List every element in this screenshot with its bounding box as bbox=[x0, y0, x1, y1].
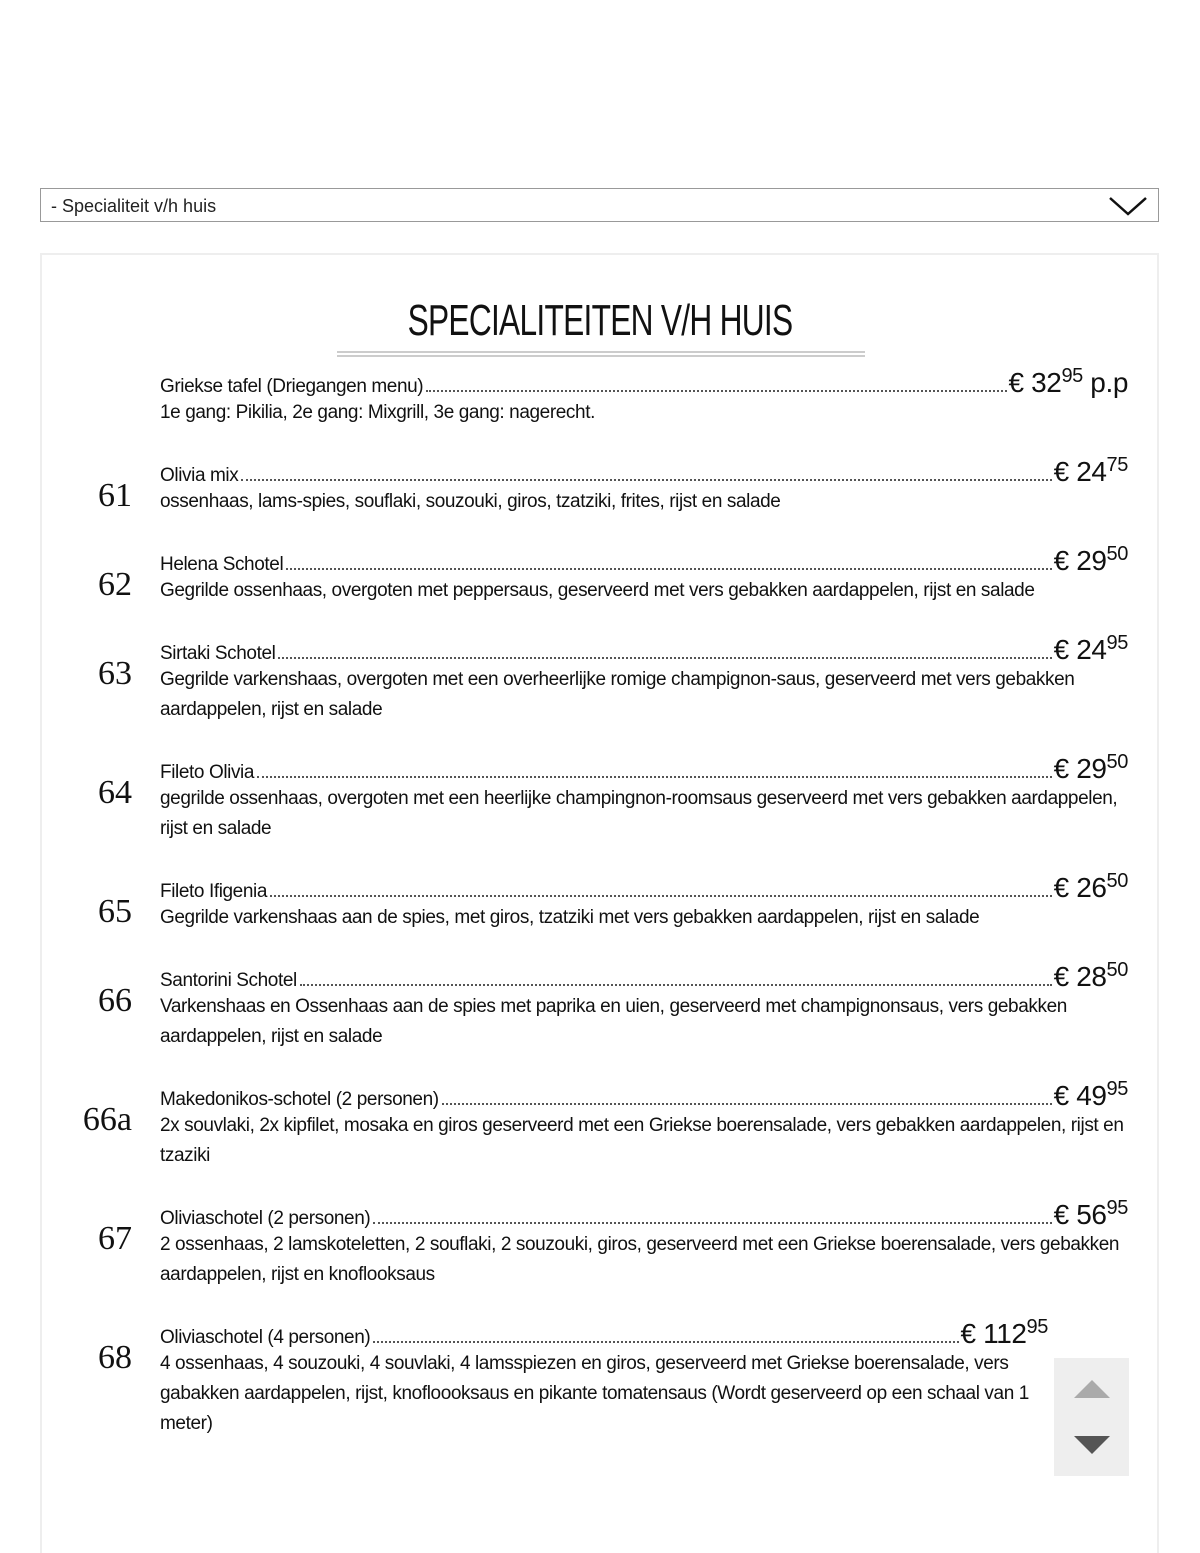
item-price bbox=[1054, 539, 1128, 576]
dotted-leader bbox=[373, 1341, 958, 1343]
price-cents: 50 bbox=[1106, 543, 1128, 565]
menu-item bbox=[60, 368, 1140, 428]
menu-item bbox=[60, 959, 1140, 1052]
menu-item bbox=[60, 632, 1140, 725]
price-main: € 56 bbox=[1053, 1199, 1107, 1230]
price-cents: 95 bbox=[1026, 1316, 1048, 1338]
price-main: € 24 bbox=[1053, 634, 1107, 665]
item-number: 61 bbox=[98, 477, 132, 514]
menu-item bbox=[60, 751, 1140, 844]
price-main: € 26 bbox=[1053, 872, 1107, 903]
item-description: 2x souvlaki, 2x kipfilet, mosaka en giros geserveerd met een Griekse boerensalade, vers gebakken aardappelen, rijst en tzaziki bbox=[160, 1115, 1124, 1166]
item-name: Oliviaschotel (2 personen) bbox=[160, 1208, 371, 1229]
price-main: € 29 bbox=[1053, 753, 1107, 784]
item-description: Gegrilde varkenshaas aan de spies, met giros, tzatziki met vers gebakken aardappelen, rijst en salade bbox=[160, 907, 980, 928]
title-divider bbox=[337, 351, 865, 357]
price-cents: 95 bbox=[1106, 1197, 1128, 1219]
item-price bbox=[961, 1312, 1048, 1349]
item-description: 2 ossenhaas, 2 lamskoteletten, 2 souflaki, 2 souzouki, giros, geserveerd met een Griekse boerensalade, vers gebakken aardappelen, rijst en knoflooksaus bbox=[160, 1234, 1120, 1285]
item-price bbox=[1054, 450, 1128, 487]
menu-item bbox=[60, 543, 1140, 606]
menu-item bbox=[60, 1078, 1140, 1171]
price-main: € 24 bbox=[1053, 456, 1107, 487]
price-main: € 49 bbox=[1053, 1080, 1107, 1111]
item-price bbox=[1054, 955, 1128, 992]
item-description: Varkenshaas en Ossenhaas aan de spies met paprika en uien, geserveerd met champignonsaus, vers gebakken aardappelen, rijst en salade bbox=[160, 996, 1067, 1047]
item-price bbox=[1054, 628, 1128, 665]
item-price bbox=[1054, 866, 1128, 903]
chevron-down-icon bbox=[1108, 195, 1148, 217]
item-description: 4 ossenhaas, 4 souzouki, 4 souvlaki, 4 lamsspiezen en giros, geserveerd met Griekse boerensalade, vers gabakken aardappelen, rijst, knofloooksaus en pikante tomatensaus (Wordt geserveerd op een schaal van 1 meter) bbox=[160, 1353, 1029, 1434]
price-cents: 95 bbox=[1061, 368, 1083, 387]
item-description: 1e gang: Pikilia, 2e gang: Mixgrill, 3e gang: nagerecht. bbox=[160, 402, 595, 423]
dotted-leader bbox=[300, 984, 1052, 986]
item-name: Fileto Ifigenia bbox=[160, 881, 268, 902]
price-cents: 95 bbox=[1106, 632, 1128, 654]
menu-item bbox=[60, 870, 1140, 933]
arrow-down-icon[interactable] bbox=[1074, 1436, 1110, 1454]
item-number: 66 bbox=[98, 982, 132, 1019]
dotted-leader bbox=[270, 895, 1052, 897]
item-description: Gegrilde ossenhaas, overgoten met peppersaus, geserveerd met vers gebakken aardappelen, rijst en salade bbox=[160, 580, 1035, 601]
price-main: € 28 bbox=[1053, 961, 1107, 992]
menu-item bbox=[60, 454, 1140, 517]
item-price bbox=[1054, 747, 1128, 784]
category-select[interactable] bbox=[40, 188, 1159, 222]
menu-list[interactable] bbox=[60, 368, 1140, 1478]
item-name: Makedonikos-schotel (2 personen) bbox=[160, 1089, 439, 1110]
item-price bbox=[1054, 1074, 1128, 1111]
item-description: ossenhaas, lams-spies, souflaki, souzouki, giros, tzatziki, frites, rijst en salade bbox=[160, 491, 781, 512]
item-name: Santorini Schotel bbox=[160, 970, 297, 991]
dotted-leader bbox=[426, 390, 1006, 392]
dotted-leader bbox=[241, 479, 1051, 481]
dotted-leader bbox=[286, 568, 1051, 570]
item-description: gegrilde ossenhaas, overgoten met een heerlijke champingnon-roomsaus geserveerd met vers gebakken aardappelen, rijst en salade bbox=[160, 788, 1118, 839]
item-description: Gegrilde varkenshaas, overgoten met een overheerlijke romige champignon-saus, geserveerd met vers gebakken aardappelen, rijst en salade bbox=[160, 669, 1075, 720]
price-cents: 50 bbox=[1106, 751, 1128, 773]
price-main: € 32 bbox=[1008, 368, 1062, 398]
menu-title: SPECIALITEITEN V/H HUIS bbox=[407, 296, 793, 345]
item-name: Fileto Olivia bbox=[160, 762, 255, 783]
item-number: 65 bbox=[98, 893, 132, 930]
item-name: Sirtaki Schotel bbox=[160, 643, 276, 664]
price-cents: 50 bbox=[1106, 959, 1128, 981]
price-cents: 95 bbox=[1106, 1078, 1128, 1100]
dotted-leader bbox=[442, 1103, 1052, 1105]
item-number: 67 bbox=[98, 1220, 132, 1257]
price-main: € 29 bbox=[1053, 545, 1107, 576]
item-name: Oliviaschotel (4 personen) bbox=[160, 1327, 371, 1348]
category-select-value: - Specialiteit v/h huis bbox=[51, 196, 217, 216]
item-number: 64 bbox=[98, 774, 132, 811]
price-main: € 112 bbox=[960, 1318, 1027, 1349]
dotted-leader bbox=[373, 1222, 1051, 1224]
price-cents: 75 bbox=[1106, 454, 1128, 476]
item-price bbox=[1054, 1193, 1128, 1230]
dotted-leader bbox=[278, 657, 1051, 659]
menu-item bbox=[60, 1316, 1140, 1439]
item-name: Helena Schotel bbox=[160, 554, 284, 575]
item-name: Griekse tafel (Driegangen menu) bbox=[160, 376, 424, 397]
price-suffix: p.p bbox=[1082, 368, 1128, 398]
item-name: Olivia mix bbox=[160, 465, 239, 486]
price-cents: 50 bbox=[1106, 870, 1128, 892]
scroll-controls bbox=[1054, 1358, 1129, 1476]
item-price bbox=[1009, 368, 1128, 398]
item-number: 62 bbox=[98, 566, 132, 603]
menu-item bbox=[60, 1197, 1140, 1290]
item-number: 68 bbox=[98, 1339, 132, 1376]
item-number: 66a bbox=[82, 1101, 132, 1138]
item-number: 63 bbox=[98, 655, 132, 692]
arrow-up-icon[interactable] bbox=[1074, 1380, 1110, 1398]
dotted-leader bbox=[257, 776, 1052, 778]
